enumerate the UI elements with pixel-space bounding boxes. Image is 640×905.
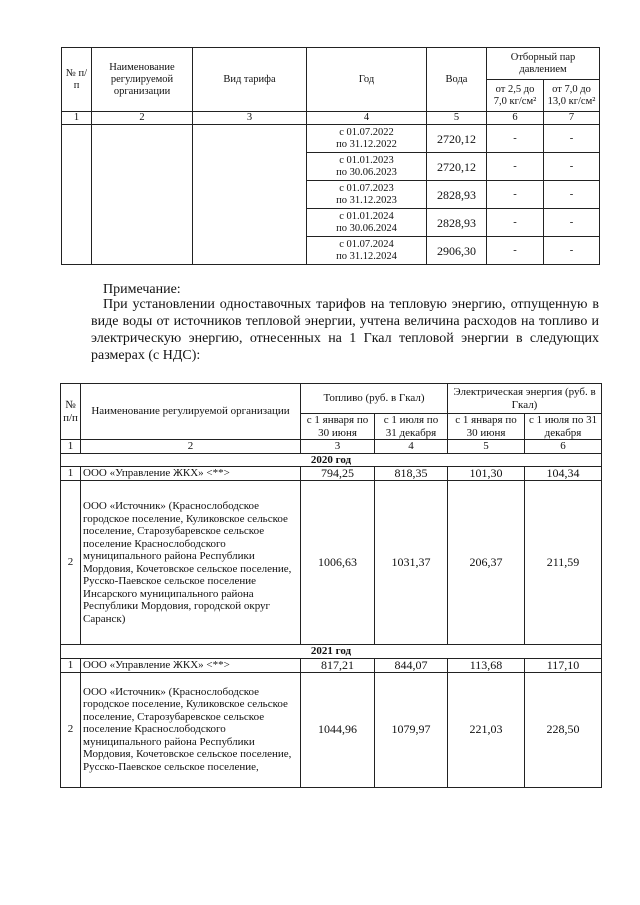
col-number: 5 (448, 440, 525, 454)
header-org: Наименование регулируемой организации (92, 48, 193, 112)
org-name: ООО «Управление ЖКХ» <**> (81, 467, 301, 481)
note-title: Примечание: (103, 282, 181, 297)
table-row (61, 481, 602, 645)
table-row (61, 658, 602, 672)
col-number: 2 (92, 112, 193, 125)
table-row (61, 672, 602, 787)
header-fuel: Топливо (руб. в Гкал) (301, 384, 448, 414)
header-num: № п/п (61, 384, 81, 440)
steam-high-value: - (544, 153, 600, 181)
year-label: 2021 год (61, 645, 602, 659)
header-electric: Электрическая энергия (руб. в Гкал) (448, 384, 602, 414)
fuel-h1-value: 1006,63 (301, 481, 375, 645)
row-num: 1 (61, 658, 81, 672)
fuel-h2-value: 1031,37 (375, 481, 448, 645)
steam-high-value: - (544, 125, 600, 153)
col-number: 3 (193, 112, 307, 125)
col-number: 4 (375, 440, 448, 454)
period-to: по 31.12.2023 (336, 194, 397, 206)
header-electric-h1: с 1 января по 30 июня (448, 414, 525, 440)
header-year: Год (307, 48, 427, 112)
tariff-table (61, 47, 600, 265)
header-num: № п/п (62, 48, 92, 112)
row-num: 2 (61, 672, 81, 787)
tariff-cell-empty (193, 125, 307, 265)
period-to: по 31.12.2022 (336, 138, 397, 150)
steam-high-value: - (544, 209, 600, 237)
org-name: ООО «Источник» (Краснослободское городское поселение, Куликовское сельское поселение, Старозубаревское сельское поселение Краснослободского муниципального района Республики Мордовия, Кочетовское сельское поселение, Русско-Паевское сельское поселение Инсарского муниципального района Республики Мордовия, городской округ Саранск) (81, 481, 301, 645)
period-from: с 01.07.2024 (339, 238, 394, 250)
period-from: с 01.01.2023 (339, 154, 394, 166)
water-value: 2828,93 (427, 181, 487, 209)
fuel-h1-value: 1044,96 (301, 672, 375, 787)
col-number: 5 (427, 112, 487, 125)
electric-h1-value: 206,37 (448, 481, 525, 645)
org-name: ООО «Управление ЖКХ» <**> (81, 658, 301, 672)
period-from: с 01.07.2023 (339, 182, 394, 194)
water-value: 2720,12 (427, 153, 487, 181)
electric-h1-value: 101,30 (448, 467, 525, 481)
header-water: Вода (427, 48, 487, 112)
period-to: по 30.06.2024 (336, 222, 397, 234)
fuel-h1-value: 817,21 (301, 658, 375, 672)
period-cell (307, 125, 427, 153)
header-steam: Отборный пар давлением (487, 48, 600, 80)
org-cell-empty (92, 125, 193, 265)
steam-high-value: - (544, 181, 600, 209)
table-row (61, 467, 602, 481)
col-number: 6 (525, 440, 602, 454)
period-to: по 31.12.2024 (336, 250, 397, 262)
period-cell (307, 209, 427, 237)
fuel-h1-value: 794,25 (301, 467, 375, 481)
col-number: 6 (487, 112, 544, 125)
column-number-row (61, 440, 602, 454)
header-steam-low: от 2,5 до 7,0 кг/см² (487, 80, 544, 112)
table-row (62, 125, 600, 153)
period-cell (307, 181, 427, 209)
col-number: 4 (307, 112, 427, 125)
col-number: 7 (544, 112, 600, 125)
org-name: ООО «Источник» (Краснослободское городское поселение, Куликовское сельское поселение, Старозубаревское сельское поселение Краснослободского муниципального района Республики Мордовия, Кочетовское сельское поселение, Русско-Паевское сельское поселение, (81, 672, 301, 787)
cost-table (60, 383, 602, 788)
electric-h2-value: 117,10 (525, 658, 602, 672)
fuel-h2-value: 1079,97 (375, 672, 448, 787)
steam-low-value: - (487, 125, 544, 153)
period-to: по 30.06.2023 (336, 166, 397, 178)
row-num: 2 (61, 481, 81, 645)
period-cell (307, 237, 427, 265)
year-row (61, 645, 602, 659)
water-value: 2828,93 (427, 209, 487, 237)
col-number: 1 (61, 440, 81, 454)
col-number: 1 (62, 112, 92, 125)
water-value: 2720,12 (427, 125, 487, 153)
fuel-h2-value: 818,35 (375, 467, 448, 481)
electric-h2-value: 228,50 (525, 672, 602, 787)
period-from: с 01.01.2024 (339, 210, 394, 222)
year-row (61, 453, 602, 467)
col-number: 3 (301, 440, 375, 454)
electric-h1-value: 221,03 (448, 672, 525, 787)
row-num: 1 (61, 467, 81, 481)
steam-low-value: - (487, 237, 544, 265)
header-steam-high: от 7,0 до 13,0 кг/см² (544, 80, 600, 112)
fuel-h2-value: 844,07 (375, 658, 448, 672)
header-electric-h2: с 1 июля по 31 декабря (525, 414, 602, 440)
header-fuel-h2: с 1 июля по 31 декабря (375, 414, 448, 440)
year-label: 2020 год (61, 453, 602, 467)
water-value: 2906,30 (427, 237, 487, 265)
col-number: 2 (81, 440, 301, 454)
header-tariff-type: Вид тарифа (193, 48, 307, 112)
steam-high-value: - (544, 237, 600, 265)
header-org: Наименование регулируемой организации (81, 384, 301, 440)
note-body: При установлении одноставочных тарифов на тепловую энергию, отпущенную в виде воды от источников тепловой энергии, учтена величина расходов на топливо и электрическую энергию, отнесенных на 1 Гкал тепловой энергии в следующих размерах (с НДС): (91, 297, 599, 363)
num-cell-empty (62, 125, 92, 265)
header-fuel-h1: с 1 января по 30 июня (301, 414, 375, 440)
electric-h2-value: 211,59 (525, 481, 602, 645)
steam-low-value: - (487, 153, 544, 181)
column-number-row (62, 112, 600, 125)
period-cell (307, 153, 427, 181)
electric-h2-value: 104,34 (525, 467, 602, 481)
steam-low-value: - (487, 181, 544, 209)
steam-low-value: - (487, 209, 544, 237)
period-from: с 01.07.2022 (339, 126, 394, 138)
electric-h1-value: 113,68 (448, 658, 525, 672)
